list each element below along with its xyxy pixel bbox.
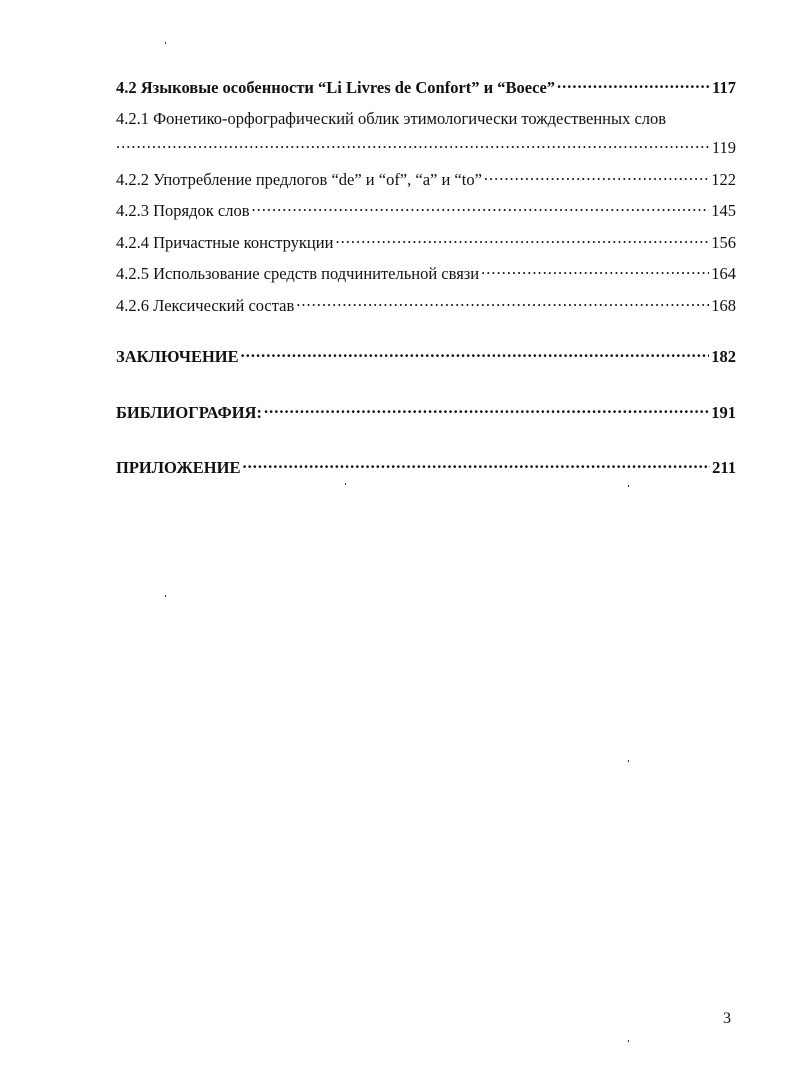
toc-entry-page: 122 [711, 169, 736, 189]
toc-dot-leader [484, 168, 709, 185]
toc-dot-leader [296, 294, 709, 311]
toc-entry-label: ПРИЛОЖЕНИЕ [116, 458, 241, 477]
toc-entry-4-2-2 [116, 168, 736, 190]
toc-entry-label: 4.2.2 Употребление предлогов “de” и “of”, “a” и “to” [116, 169, 482, 189]
toc-entry-page: 211 [712, 458, 736, 477]
toc-entry-4-2 [116, 76, 736, 98]
toc-entry-conclusion [116, 346, 736, 368]
toc-entry-label: 4.2 Языковые особенности “Li Livres de Confort” и “Boece” [116, 77, 556, 97]
toc-dot-leader [264, 401, 709, 418]
toc-entry-page: 168 [711, 295, 736, 315]
toc-entry-label: БИБЛИОГРАФИЯ: [116, 402, 262, 422]
scan-speck [165, 42, 166, 44]
scan-speck [165, 595, 166, 597]
scan-speck [628, 1040, 629, 1042]
page-number: 3 [723, 1010, 731, 1027]
toc-entry-page: 164 [711, 264, 736, 283]
scan-speck [628, 760, 629, 762]
toc-dot-leader [242, 457, 710, 474]
toc-entry-4-2-3 [116, 200, 736, 222]
toc-entry-label: 4.2.4 Причастные конструкции [116, 232, 334, 252]
toc-entry-4-2-6 [116, 294, 736, 316]
toc-dot-leader [252, 200, 710, 217]
toc-entry-bibliography [116, 401, 736, 423]
toc-entry-page: 145 [711, 201, 736, 220]
scan-speck [345, 483, 346, 485]
toc-entry-4-2-5 [116, 263, 736, 285]
toc-entry-page: 119 [711, 138, 736, 157]
toc-entry-4-2-4 [116, 231, 736, 253]
toc-entry-appendix [116, 457, 736, 479]
toc-entry-label: 4.2.3 Порядок слов [116, 201, 250, 220]
toc-dot-leader [481, 263, 709, 280]
toc-dot-leader [557, 76, 710, 93]
toc-entry-page: 156 [711, 232, 736, 252]
toc-entry-4-2-1-label: 4.2.1 Фонетико-орфографический облик этимологически тождественных слов [116, 108, 667, 128]
toc-entry-label: 4.2.5 Использование средств подчинительной связи [116, 264, 480, 283]
toc-dot-leader [335, 231, 709, 248]
toc-entry-label: ЗАКЛЮЧЕНИЕ [116, 347, 239, 366]
scan-speck [628, 485, 629, 487]
toc-entry-page: 117 [712, 77, 736, 97]
toc-dot-leader [116, 137, 710, 154]
toc-entry-page: 191 [711, 402, 736, 422]
toc-entry-page: 182 [711, 347, 736, 366]
toc-dot-leader [241, 346, 710, 363]
table-of-contents [116, 76, 736, 478]
toc-entry-label: 4.2.6 Лексический состав [116, 295, 295, 315]
toc-entry-4-2-1 [116, 137, 736, 159]
